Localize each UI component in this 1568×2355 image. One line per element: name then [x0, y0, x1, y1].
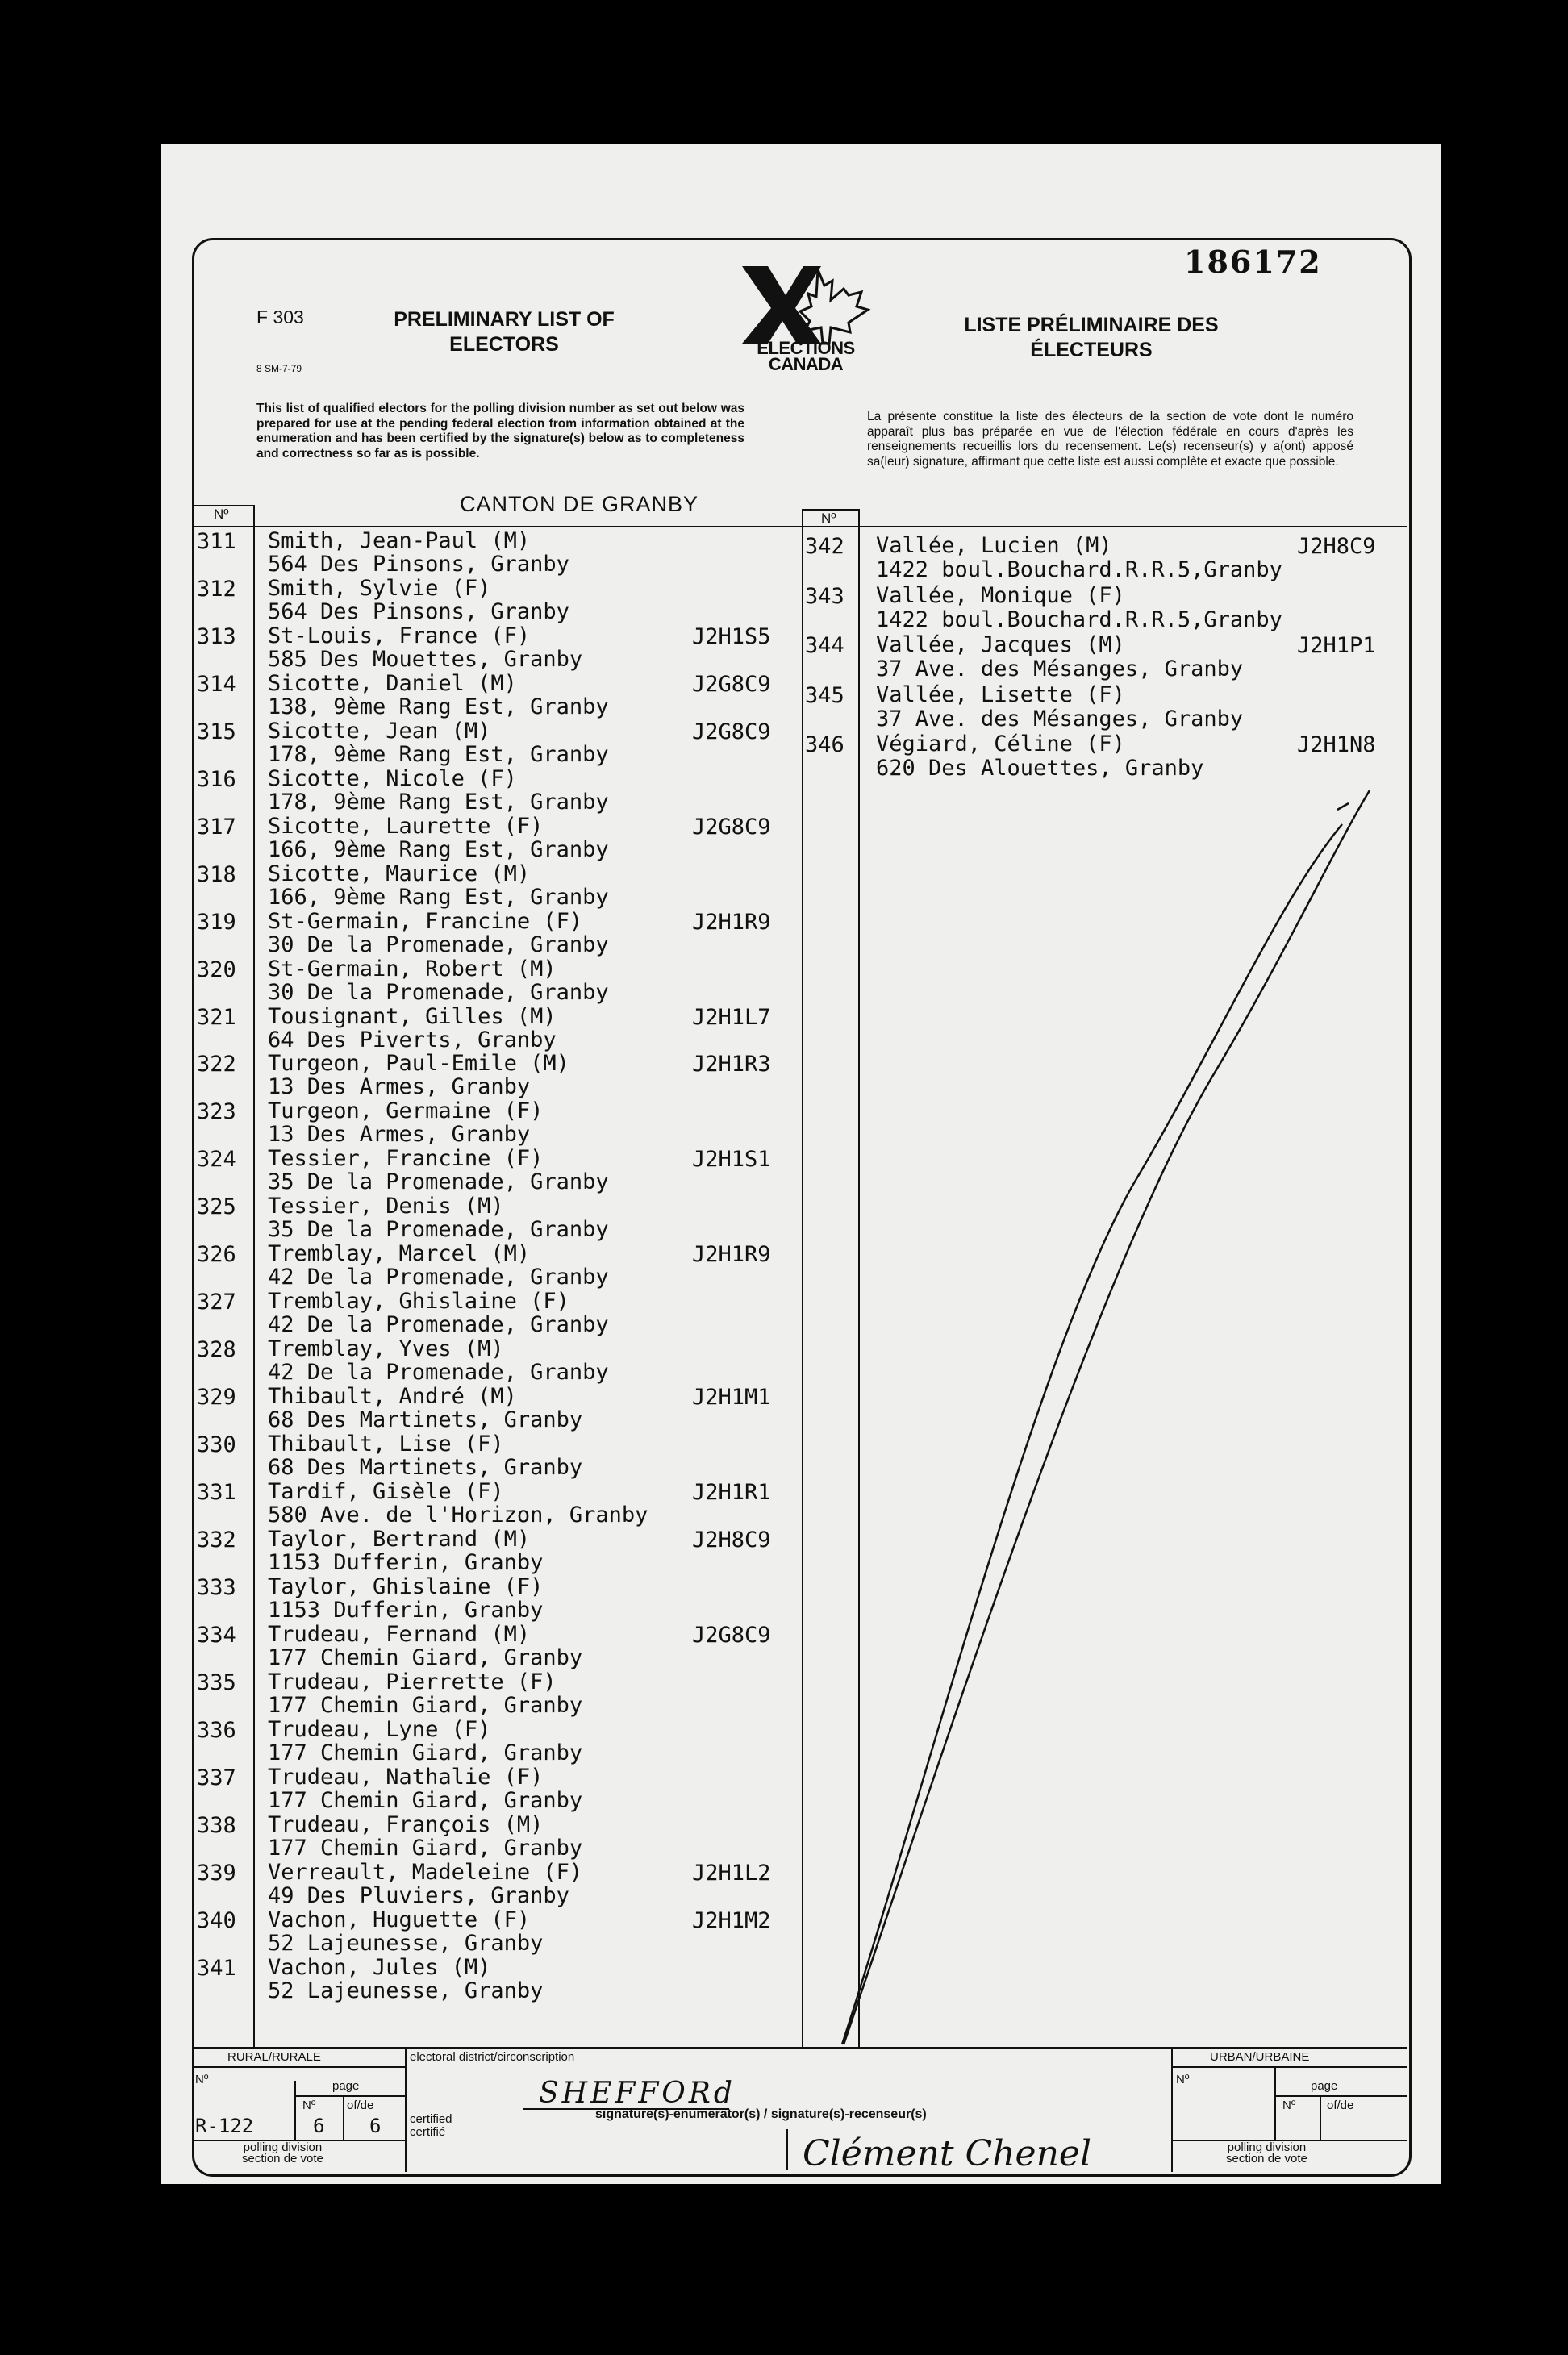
locality-title: CANTON DE GRANBY [460, 492, 699, 516]
elector-address: 177 Chemin Giard, Granby [268, 1787, 583, 1813]
elector-number: 317 [197, 814, 236, 840]
urban-polling-label: polling division section de vote [1226, 2140, 1307, 2165]
elector-address: 64 Des Piverts, Granby [268, 1027, 557, 1052]
postal-code: J2H1M2 [692, 1907, 771, 1933]
rural-divider [405, 2047, 407, 2172]
elector-number: 346 [805, 732, 844, 757]
elector-number: 325 [197, 1194, 236, 1220]
elector-number: 343 [805, 583, 844, 609]
elector-name: Vallée, Lucien (M) [876, 533, 1112, 558]
urban-rule [1171, 2066, 1407, 2068]
elector-number: 344 [805, 633, 844, 658]
urban-of-label: of/de [1327, 2099, 1354, 2112]
rural-page-divider [343, 2095, 344, 2140]
postal-code: J2G8C9 [692, 719, 771, 744]
elector-address: 35 De la Promenade, Granby [268, 1169, 609, 1195]
elector-number: 319 [197, 909, 236, 935]
elector-name: Tessier, Francine (F) [268, 1146, 544, 1172]
elector-address: 37 Ave. des Mésanges, Granby [876, 656, 1244, 681]
certified-label: certified certifié [410, 2112, 452, 2139]
elector-address: 1422 boul.Bouchard.R.R.5,Granby [876, 557, 1282, 582]
elector-name: Vachon, Huguette (F) [268, 1907, 531, 1932]
rural-polling-label: polling division section de vote [242, 2140, 323, 2165]
elector-number: 342 [805, 534, 844, 559]
urban-label: URBAN/URBAINE [1210, 2050, 1310, 2064]
elector-number: 312 [197, 576, 236, 602]
serial-number: 186172 [1184, 244, 1322, 280]
urban-inner-divider [1274, 2066, 1276, 2140]
urban-page-label: page [1311, 2079, 1338, 2093]
form-code: 8 SM-7-79 [256, 363, 302, 374]
elector-name: Vallée, Jacques (M) [876, 632, 1125, 657]
page-total: 6 [369, 2115, 382, 2137]
elector-number: 337 [197, 1765, 236, 1790]
table-header-rule [194, 526, 1407, 527]
elector-number: 331 [197, 1480, 236, 1505]
elector-address: 35 De la Promenade, Granby [268, 1217, 609, 1243]
elector-name: Végiard, Céline (F) [876, 732, 1125, 757]
elector-address: 52 Lajeunesse, Granby [268, 1930, 544, 1956]
elector-number: 340 [197, 1907, 236, 1933]
elector-name: Smith, Jean-Paul (M) [268, 528, 531, 553]
elector-name: Tremblay, Ghislaine (F) [268, 1289, 569, 1315]
elector-name: Vallée, Monique (F) [876, 582, 1125, 608]
urban-page-no-label: Nº [1282, 2099, 1296, 2112]
elector-number: 341 [197, 1955, 236, 1981]
elector-number: 318 [197, 861, 236, 887]
elector-address: 30 De la Promenade, Granby [268, 979, 609, 1005]
elector-number: 345 [805, 682, 844, 708]
elector-address: 13 Des Armes, Granby [268, 1122, 531, 1148]
elector-number: 324 [197, 1147, 236, 1173]
elector-address: 52 Lajeunesse, Granby [268, 1978, 544, 2003]
postal-code: J2G8C9 [692, 1622, 771, 1648]
elector-name: Trudeau, François (M) [268, 1811, 544, 1837]
intro-english: This list of qualified electors for the polling division number as set out below was prepared for use at the pending federal election from information obtained at the enumeration and has been certified by the signature(s) below as to completeness and correctness so far as is possible. [256, 402, 744, 461]
postal-code: J2H8C9 [692, 1527, 771, 1553]
elector-name: Verreault, Madeleine (F) [268, 1859, 583, 1885]
elector-number: 326 [197, 1242, 236, 1268]
elector-name: Trudeau, Nathalie (F) [268, 1764, 544, 1790]
no-column-header-left: Nº [214, 506, 229, 522]
elector-address: 585 Des Mouettes, Granby [268, 646, 583, 672]
elector-number: 311 [197, 529, 236, 554]
elector-name: St-Louis, France (F) [268, 623, 531, 648]
elector-number: 339 [197, 1860, 236, 1886]
postal-code: J2H1R1 [692, 1480, 771, 1505]
rural-page-label: page [332, 2079, 360, 2093]
elector-name: Trudeau, Pierrette (F) [268, 1669, 557, 1694]
elector-address: 1153 Dufferin, Granby [268, 1597, 544, 1623]
elector-number: 334 [197, 1622, 236, 1648]
elector-address: 580 Ave. de l'Horizon, Granby [268, 1503, 648, 1528]
elector-name: Taylor, Bertrand (M) [268, 1526, 531, 1552]
postal-code: J2H1R9 [692, 1242, 771, 1268]
elector-address: 1422 boul.Bouchard.R.R.5,Granby [876, 606, 1282, 632]
elector-address: 564 Des Pinsons, Granby [268, 552, 569, 577]
elector-address: 68 Des Martinets, Granby [268, 1455, 583, 1481]
elector-address: 177 Chemin Giard, Granby [268, 1644, 583, 1670]
elector-address: 37 Ave. des Mésanges, Granby [876, 706, 1244, 732]
elector-name: Tousignant, Gilles (M) [268, 1003, 557, 1029]
elector-name: Sicotte, Maurice (M) [268, 861, 531, 886]
urban-no-label: Nº [1176, 2073, 1190, 2086]
page-number: 6 [313, 2115, 325, 2137]
elector-name: Tardif, Gisèle (F) [268, 1479, 504, 1504]
intro-french: La présente constitue la liste des électeurs de la section de vote dont le numéro apparaît plus bas préparée en vue de l'élection fédérale en cours d'après les renseignements recueillis lors du recensement. Le(s) recenseur(s) y a(ont) apposé sa(leur) signature, affirmant que cette liste est aussi complète et exacte que possible. [867, 410, 1353, 469]
elector-address: 49 Des Pluviers, Granby [268, 1882, 569, 1908]
signature-left-tick [786, 2129, 788, 2170]
postal-code: J2H1R3 [692, 1052, 771, 1077]
rural-polling-number: R-122 [195, 2115, 254, 2137]
footer-top-rule [194, 2047, 1407, 2049]
elector-number: 333 [197, 1574, 236, 1600]
no-column-header-right: Nº [821, 511, 836, 526]
elector-name: Vachon, Jules (M) [268, 1954, 491, 1980]
elector-number: 338 [197, 1812, 236, 1838]
elector-number: 329 [197, 1385, 236, 1411]
elector-number: 322 [197, 1052, 236, 1077]
postal-code: J2H1P1 [1297, 633, 1376, 658]
signature-label: signature(s)-enumerator(s) / signature(s)-recenseur(s) [595, 2107, 927, 2121]
elector-address: 178, 9ème Rang Est, Granby [268, 789, 609, 815]
rural-page-no-label: Nº [302, 2099, 316, 2112]
postal-code: J2H1N8 [1297, 732, 1376, 757]
elector-number: 328 [197, 1337, 236, 1363]
elector-number: 320 [197, 957, 236, 982]
rural-label: RURAL/RURALE [227, 2050, 321, 2064]
elector-number: 315 [197, 719, 236, 744]
elector-name: St-Germain, Robert (M) [268, 956, 557, 982]
elector-address: 42 De la Promenade, Granby [268, 1312, 609, 1338]
cancellation-stroke [831, 774, 1379, 2049]
elector-number: 323 [197, 1099, 236, 1125]
elector-name: Trudeau, Fernand (M) [268, 1621, 531, 1647]
elector-address: 178, 9ème Rang Est, Granby [268, 741, 609, 767]
enumerator-signature: Clément Chenel [803, 2133, 1092, 2174]
elector-name: Tessier, Denis (M) [268, 1194, 504, 1219]
elector-name: Tremblay, Marcel (M) [268, 1241, 531, 1267]
title-english: PRELIMINARY LIST OF ELECTORS [394, 308, 615, 356]
elector-name: Sicotte, Daniel (M) [268, 670, 517, 696]
column-divider-2 [802, 509, 803, 2047]
elector-address: 68 Des Martinets, Granby [268, 1407, 583, 1433]
postal-code: J2G8C9 [692, 671, 771, 697]
elector-name: Vallée, Lisette (F) [876, 681, 1125, 707]
elector-address: 30 De la Promenade, Granby [268, 932, 609, 957]
elector-name: Turgeon, Paul-Emile (M) [268, 1051, 569, 1077]
elector-address: 138, 9ème Rang Est, Granby [268, 694, 609, 719]
postal-code: J2H1L2 [692, 1860, 771, 1886]
elector-name: Sicotte, Nicole (F) [268, 765, 517, 791]
district-handwritten: SHEFFORd [539, 2077, 736, 2110]
postal-code: J2H1M1 [692, 1385, 771, 1411]
elector-name: St-Germain, Francine (F) [268, 908, 583, 934]
postal-code: J2H1S1 [692, 1147, 771, 1173]
elector-address: 166, 9ème Rang Est, Granby [268, 836, 609, 862]
elector-name: Smith, Sylvie (F) [268, 575, 491, 601]
rural-page-rule [294, 2095, 405, 2097]
elector-name: Thibault, André (M) [268, 1384, 517, 1410]
postal-code: J2H1R9 [692, 909, 771, 935]
elector-address: 620 Des Alouettes, Granby [876, 756, 1204, 781]
elector-number: 332 [197, 1527, 236, 1553]
elector-number: 327 [197, 1290, 236, 1315]
postal-code: J2H1S5 [692, 623, 771, 649]
elector-address: 13 Des Armes, Granby [268, 1074, 531, 1100]
postal-code: J2H8C9 [1297, 534, 1376, 559]
elector-name: Trudeau, Lyne (F) [268, 1716, 491, 1742]
column-divider-1 [253, 505, 255, 2047]
form-number: F 303 [256, 306, 304, 327]
elector-name: Sicotte, Laurette (F) [268, 813, 544, 839]
elector-name: Turgeon, Germaine (F) [268, 1098, 544, 1124]
elector-number: 314 [197, 671, 236, 697]
elector-number: 335 [197, 1669, 236, 1695]
elector-address: 177 Chemin Giard, Granby [268, 1740, 583, 1765]
elector-address: 42 De la Promenade, Granby [268, 1360, 609, 1386]
rural-no-label: Nº [195, 2073, 209, 2086]
elector-address: 564 Des Pinsons, Granby [268, 598, 569, 624]
elector-name: Sicotte, Jean (M) [268, 718, 491, 744]
elector-number: 330 [197, 1432, 236, 1458]
elector-number: 316 [197, 766, 236, 792]
elector-address: 42 De la Promenade, Granby [268, 1265, 609, 1290]
urban-page-rule [1274, 2095, 1407, 2097]
elector-address: 1153 Dufferin, Granby [268, 1549, 544, 1575]
elector-address: 166, 9ème Rang Est, Granby [268, 884, 609, 910]
postal-code: J2G8C9 [692, 814, 771, 840]
elector-number: 321 [197, 1004, 236, 1030]
elector-name: Tremblay, Yves (M) [268, 1336, 504, 1362]
title-french: LISTE PRÉLIMINAIRE DES ÉLECTEURS [964, 314, 1219, 361]
rural-inner-divider [294, 2081, 296, 2140]
rural-of-label: of/de [347, 2099, 374, 2112]
elector-address: 177 Chemin Giard, Granby [268, 1692, 583, 1718]
elector-number: 313 [197, 623, 236, 649]
logo-text: ELECTIONS CANADA [757, 338, 855, 374]
elector-number: 336 [197, 1717, 236, 1743]
elector-address: 177 Chemin Giard, Granby [268, 1835, 583, 1861]
elector-name: Thibault, Lise (F) [268, 1432, 504, 1457]
postal-code: J2H1L7 [692, 1004, 771, 1030]
district-label: electoral district/circonscription [410, 2050, 575, 2064]
urban-page-divider [1320, 2095, 1321, 2140]
elector-name: Taylor, Ghislaine (F) [268, 1573, 544, 1599]
rural-rule [194, 2066, 405, 2068]
